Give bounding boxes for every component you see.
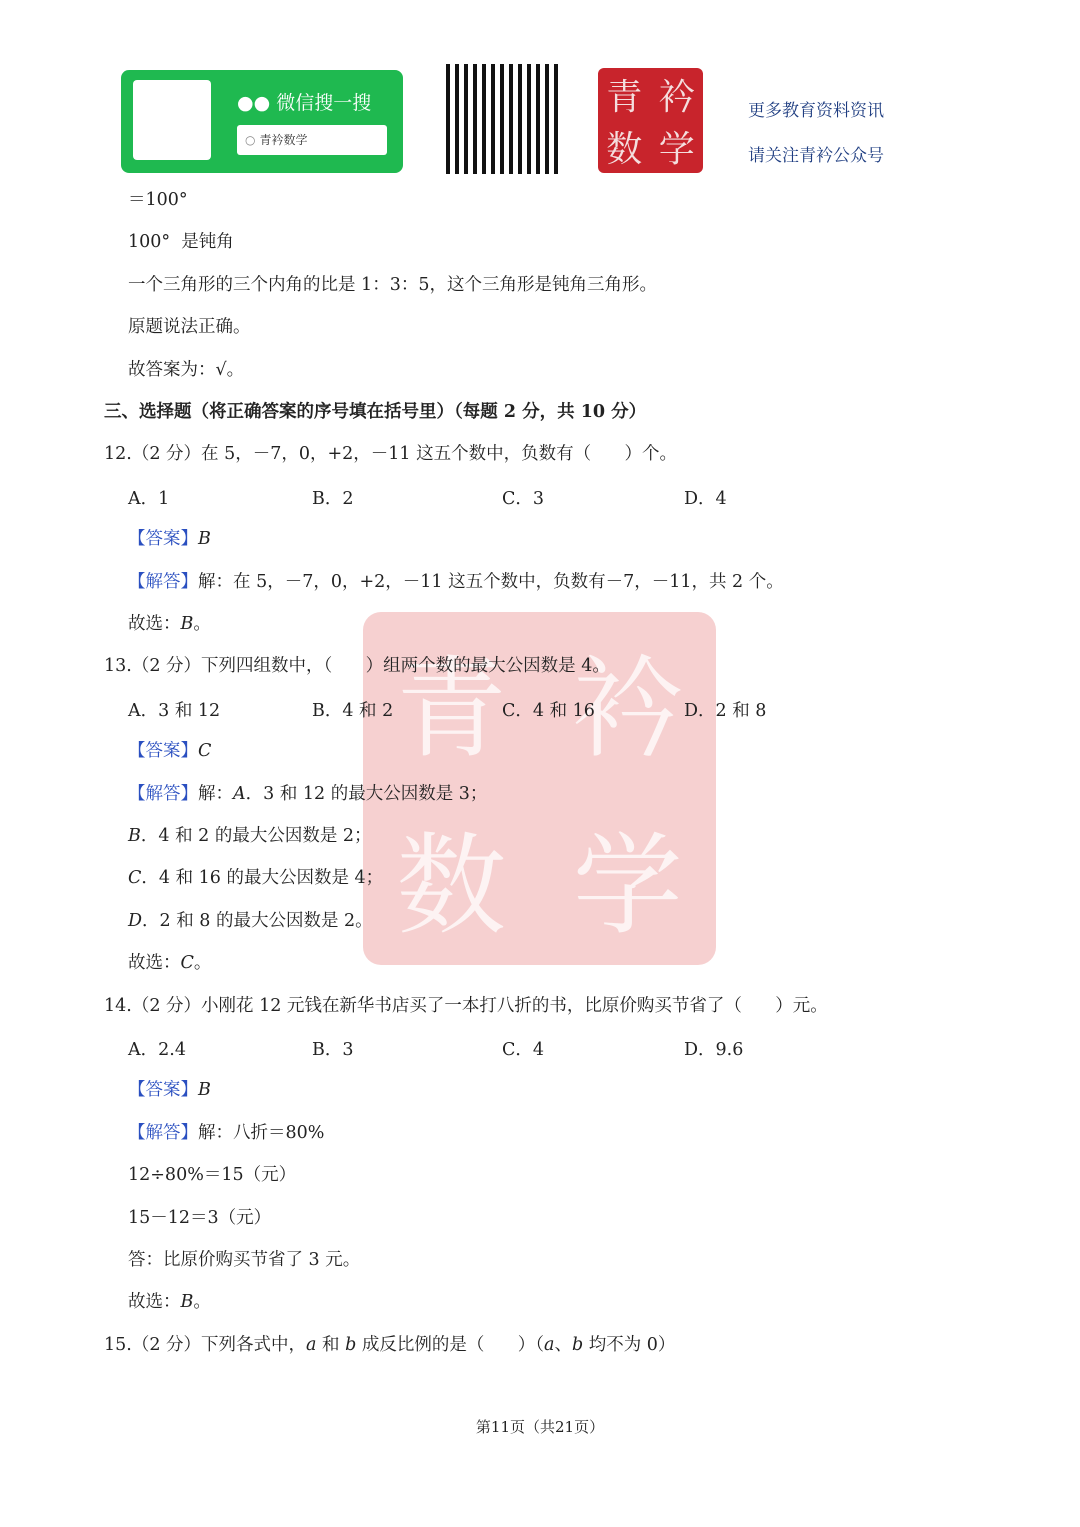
wechat-search-box[interactable]: ○ 青衿数学 bbox=[237, 125, 387, 155]
text-segment: 解： bbox=[198, 783, 233, 804]
choice-option: C．3 bbox=[502, 488, 545, 509]
text-segment: 12.（2 分）在 5，－7，0，+2，－11 这五个数中，负数有（ ）个。 bbox=[104, 444, 677, 465]
text-segment: 一个三角形的三个内角的比是 1：3：5，这个三角形是钝角三角形。 bbox=[128, 274, 657, 295]
text-line bbox=[104, 1333, 675, 1357]
text-segment: 答：比原价购买节省了 3 元。 bbox=[128, 1250, 361, 1270]
text-line bbox=[128, 1206, 271, 1230]
text-segment: B bbox=[128, 826, 141, 846]
text-segment: C bbox=[198, 741, 212, 762]
text-segment: B bbox=[180, 614, 194, 634]
text-segment: b bbox=[345, 1334, 357, 1355]
text-segment: 14.（2 分）小刚花 12 元钱在新华书店买了一本打八折的书，比原价购买节省了（ ）元。 bbox=[104, 995, 828, 1016]
text-line bbox=[128, 273, 657, 297]
text-segment: 13.（2 分）下列四组数中，（ ）组两个数的最大公因数是 4。 bbox=[104, 656, 610, 677]
label-tag: 【答案】 bbox=[128, 741, 198, 762]
text-segment: a bbox=[544, 1334, 555, 1355]
text-segment: 。 bbox=[193, 614, 211, 634]
choice-option: D．2 和 8 bbox=[684, 700, 767, 721]
text-line bbox=[104, 654, 610, 678]
text-segment: ．2 和 8 的最大公因数是 2。 bbox=[142, 910, 373, 931]
choice-option: B．2 bbox=[312, 488, 354, 509]
text-line bbox=[128, 188, 188, 212]
text-segment: 解：在 5，－7，0，+2，－11 这五个数中，负数有－7，－11，共 2 个。 bbox=[198, 571, 784, 592]
text-segment: 成反比例的是（ ）（ bbox=[356, 1334, 545, 1355]
text-segment: ．3 和 12 的最大公因数是 3； bbox=[245, 783, 488, 804]
text-segment: 原题说法正确。 bbox=[128, 317, 251, 338]
text-line bbox=[128, 1248, 360, 1272]
text-segment: 、 bbox=[554, 1334, 572, 1355]
choice-option: A．2.4 bbox=[128, 1040, 186, 1060]
text-segment: a bbox=[306, 1334, 317, 1355]
choice-option: A．3 和 12 bbox=[128, 700, 221, 721]
text-segment: 均不为 0） bbox=[583, 1334, 676, 1355]
promo-line-1: 更多教育资料资讯 bbox=[748, 101, 884, 121]
text-segment: 和 bbox=[316, 1334, 346, 1355]
choice-option: D．4 bbox=[684, 488, 727, 509]
text-segment: 。 bbox=[193, 1292, 211, 1313]
choice-option: A．1 bbox=[128, 488, 170, 509]
text-segment: 故选： bbox=[128, 1292, 181, 1313]
wechat-title: ●● 微信搜一搜 bbox=[237, 92, 372, 114]
text-line bbox=[128, 739, 211, 763]
text-line bbox=[104, 442, 677, 466]
label-tag: 【答案】 bbox=[128, 1080, 198, 1101]
text-line bbox=[128, 1078, 211, 1102]
label-tag: 【解答】 bbox=[128, 783, 198, 804]
text-line bbox=[104, 400, 646, 424]
text-segment: B bbox=[198, 529, 211, 550]
text-line bbox=[128, 1163, 296, 1187]
text-segment: 100° 是钝角 bbox=[128, 232, 234, 253]
choice-option: C．4 和 16 bbox=[502, 700, 595, 721]
logo-seal: 青 衿 数 学 bbox=[598, 68, 703, 173]
qr-code-small bbox=[133, 80, 211, 160]
text-line bbox=[128, 782, 487, 806]
text-line bbox=[128, 612, 211, 636]
text-segment: 故答案为：√。 bbox=[128, 359, 245, 380]
text-segment: b bbox=[571, 1334, 584, 1355]
text-line bbox=[128, 527, 211, 551]
search-icon: ○ bbox=[245, 133, 256, 147]
promo-line-2: 请关注青衿公众号 bbox=[748, 146, 884, 166]
text-segment: B bbox=[198, 1080, 211, 1101]
text-line bbox=[128, 866, 383, 890]
text-segment: 三、选择题（将正确答案的序号填在括号里）（每题 2 分，共 10 分） bbox=[104, 402, 647, 422]
text-line bbox=[128, 1121, 324, 1145]
text-segment: 12÷80%＝15（元） bbox=[128, 1165, 297, 1186]
choice-option: B．3 bbox=[312, 1040, 354, 1060]
text-line bbox=[128, 1290, 211, 1314]
text-line bbox=[128, 358, 244, 382]
text-line bbox=[128, 570, 784, 594]
text-segment: 故选： bbox=[128, 614, 181, 634]
text-line bbox=[128, 951, 211, 975]
label-tag: 【解答】 bbox=[128, 1122, 198, 1143]
text-segment: D bbox=[128, 910, 143, 931]
text-segment: 解：八折＝80% bbox=[198, 1122, 325, 1143]
text-segment: C bbox=[180, 953, 194, 974]
text-segment: 15－12＝3（元） bbox=[128, 1207, 272, 1228]
text-line bbox=[128, 909, 373, 933]
text-segment: 。 bbox=[193, 953, 212, 974]
page-footer: 第11页（共21页） bbox=[475, 1418, 605, 1436]
label-tag: 【解答】 bbox=[128, 571, 198, 592]
text-line bbox=[104, 994, 828, 1018]
text-segment: ．4 和 2 的最大公因数是 2； bbox=[140, 826, 372, 846]
text-segment: 15.（2 分）下列各式中， bbox=[104, 1334, 307, 1355]
text-segment: ．4 和 16 的最大公因数是 4； bbox=[141, 868, 384, 889]
text-segment: ＝100° bbox=[128, 190, 188, 210]
choice-option: C．4 bbox=[502, 1040, 545, 1060]
choice-option: D．9.6 bbox=[684, 1040, 744, 1060]
label-tag: 【答案】 bbox=[128, 529, 198, 550]
wechat-icon: ●● bbox=[237, 92, 271, 114]
text-line bbox=[128, 824, 372, 848]
wechat-search-banner[interactable] bbox=[121, 70, 403, 173]
text-line bbox=[128, 230, 234, 254]
text-segment: 故选： bbox=[128, 953, 181, 974]
text-line bbox=[128, 315, 251, 339]
text-segment: A bbox=[233, 783, 246, 804]
choice-option: B．4 和 2 bbox=[312, 700, 394, 721]
qr-code bbox=[446, 64, 558, 174]
text-segment: B bbox=[180, 1292, 194, 1313]
text-segment: C bbox=[128, 868, 142, 889]
watermark: 青 衿 数 学 bbox=[363, 612, 716, 965]
